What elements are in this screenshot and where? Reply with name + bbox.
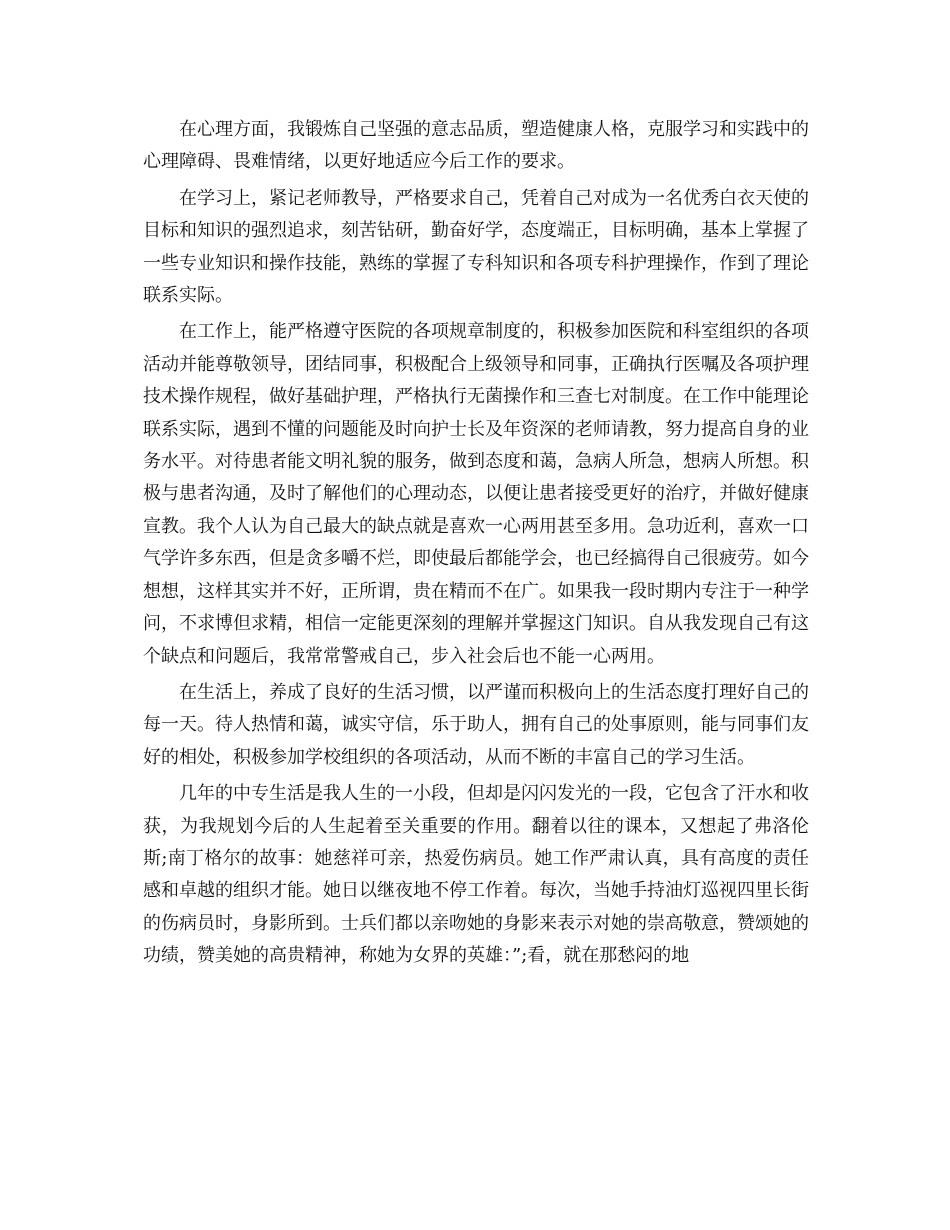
paragraph-reflection: 几年的中专生活是我人生的一小段，但却是闪闪发光的一段，它包含了汗水和收获，为我规划今后的人生起着至关重要的作用。翻着以往的课本，又想起了弗洛伦斯;南丁格尔的故事：她慈祥可亲，热爱伤病员。她工作严肃认真，具有高度的责任感和卓越的组织才能。她日以继夜地不停工作着。每次，当她手持油灯巡视四里长街的伤病员时，身影所到。士兵们都以亲吻她的身影来表示对她的崇高敬意，赞颂她的功绩，赞美她的高贵精神，称她为女界的英雄：”;看，就在那愁闷的地 <box>143 783 809 967</box>
paragraph-study: 在学习上，紧记老师教导，严格要求自己，凭着自己对成为一名优秀白衣天使的目标和知识的强烈追求，刻苦钻研，勤奋好学，态度端正，目标明确，基本上掌握了一些专业知识和操作技能，熟练的掌握了专科知识和各项专科护理操作，作到了理论联系实际。 <box>143 187 809 307</box>
paragraph-work: 在工作上，能严格遵守医院的各项规章制度的，积极参加医院和科室组织的各项活动并能尊敬领导，团结同事，积极配合上级领导和同事，正确执行医嘱及各项护理技术操作规程，做好基础护理，严格执行无菌操作和三查七对制度。在工作中能理论联系实际，遇到不懂的问题能及时向护士长及年资深的老师请教，努力提高自身的业务水平。对待患者能文明礼貌的服务，做到态度和蔼，急病人所急，想病人所想。积极与患者沟通，及时了解他们的心理动态，以便让患者接受更好的治疗，并做好健康宣教。我个人认为自己最大的缺点就是喜欢一心两用甚至多用。急功近利，喜欢一口气学许多东西，但是贪多嚼不烂，即使最后都能学会，也已经搞得自己很疲劳。如今想想，这样其实并不好，正所谓，贵在精而不在广。如果我一段时期内专注于一种学问，不求博但求精，相信一定能更深刻的理解并掌握这门知识。自从我发现自己有这个缺点和问题后，我常常警戒自己，步入社会后也不能一心两用。 <box>143 321 809 667</box>
paragraph-psychology: 在心理方面，我锻炼自己坚强的意志品质，塑造健康人格，克服学习和实践中的心理障碍、畏难情绪，以更好地适应今后工作的要求。 <box>143 119 809 173</box>
paragraph-life: 在生活上，养成了良好的生活习惯，以严谨而积极向上的生活态度打理好自己的每一天。待人热情和蔼，诚实守信，乐于助人，拥有自己的处事原则，能与同事们友好的相处，积极参加学校组织的各项活动，从而不断的丰富自己的学习生活。 <box>143 681 809 768</box>
document-body <box>143 114 809 977</box>
